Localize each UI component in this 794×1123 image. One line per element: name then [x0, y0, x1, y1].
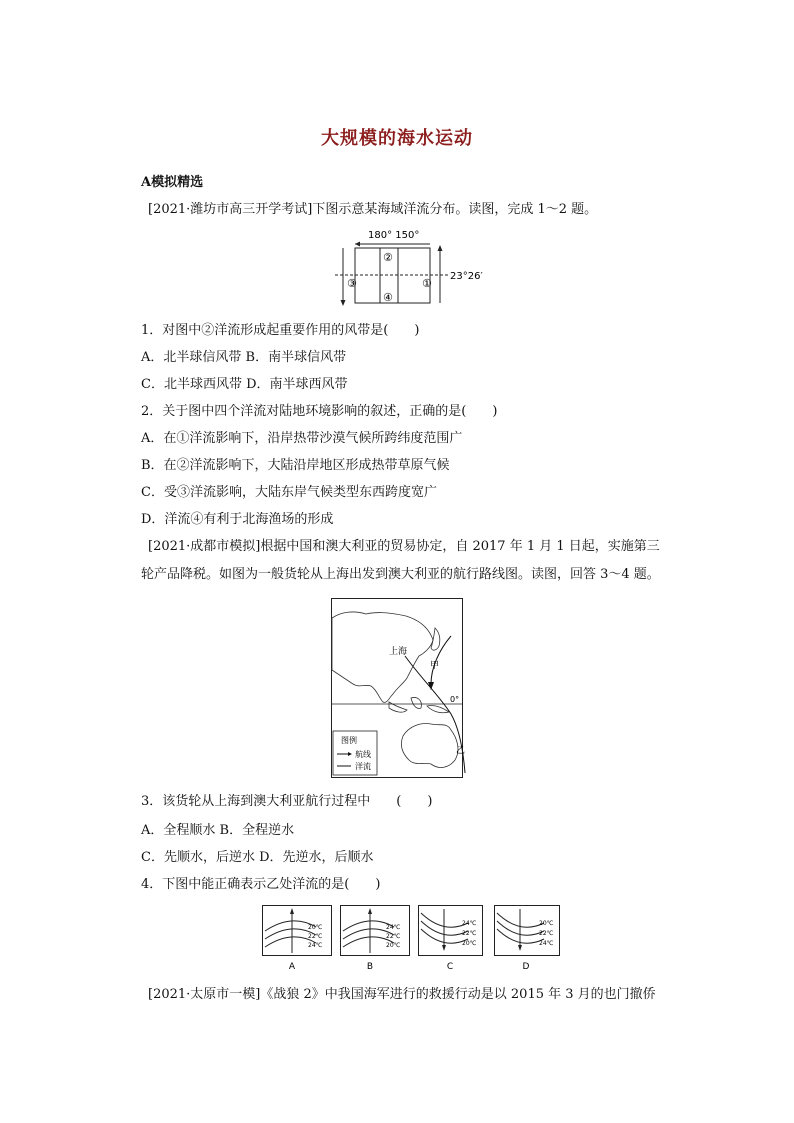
- ocean-current-figure: [330, 226, 510, 308]
- panel-label: B: [366, 962, 374, 972]
- q2-option-a: A．在①洋流影响下，沿岸热带沙漠气候所跨纬度范围广: [141, 431, 463, 446]
- q3-stem: 3．该货轮从上海到澳大利亚航行过程中 ( ): [141, 794, 433, 809]
- panel-label: D: [522, 962, 530, 972]
- q3-options-ab: A．全程顺水 B．全程逆水: [141, 823, 295, 838]
- arrow-down-icon: [442, 945, 446, 951]
- isotherm-label: 24℃: [462, 920, 477, 927]
- yi-label: 乙: [456, 746, 466, 756]
- route-map-figure: [331, 598, 466, 778]
- isotherm-label: 24℃: [539, 940, 554, 947]
- isotherm-label: 22℃: [308, 933, 323, 940]
- equator-label: 0°: [450, 695, 460, 704]
- isotherm-label: 24℃: [308, 942, 323, 949]
- isotherm-label: 22℃: [539, 930, 554, 937]
- q4-stem: 4．下图中能正确表示乙处洋流的是( ): [141, 877, 381, 892]
- shanghai-label: 上海: [389, 647, 408, 657]
- latitude-label: 23°26′: [450, 271, 483, 282]
- section-label: A模拟精选: [141, 175, 204, 190]
- panel-a: [263, 906, 332, 973]
- q1-options-ab: A．北半球信风带 B．南半球信风带: [141, 350, 347, 365]
- panel-c: [419, 906, 483, 973]
- arrow-west-icon: [355, 242, 360, 247]
- intro-paragraph-2-line-1: [2021·成都市模拟]根据中国和澳大利亚的贸易协定，自 2017 年 1 月 1 日起，实施第三: [148, 539, 660, 554]
- legend-current-label: 洋流: [355, 762, 371, 771]
- q2-option-d: D．洋流④有利于北海渔场的形成: [141, 512, 334, 527]
- marker-1: ①: [422, 277, 432, 290]
- panel-d: [495, 906, 560, 973]
- intro-paragraph-2-line-2: 轮产品降税。如图为一般货轮从上海出发到澳大利亚的航行路线图。读图，回答 3～4 题。: [141, 567, 660, 582]
- intro-paragraph-3: [2021·太原市一模]《战狼 2》中我国海军进行的救援行动是以 2015 年 3 月的也门撤侨: [148, 987, 656, 1002]
- intro-paragraph-1: [2021·潍坊市高三开学考试]下图示意某海域洋流分布。读图，完成 1～2 题。: [148, 202, 598, 217]
- arrow-up-icon: [438, 245, 443, 251]
- q1-options-cd: C．北半球西风带 D．南半球西风带: [141, 377, 348, 392]
- panel-label: A: [288, 962, 296, 972]
- page-title: 大规模的海水运动: [321, 128, 473, 149]
- panel-label: C: [446, 962, 454, 972]
- q2-option-b: B．在②洋流影响下，大陆沿岸地区形成热带草原气候: [141, 458, 450, 473]
- marker-2: ②: [383, 251, 393, 264]
- isotherm-label: 22℃: [386, 933, 401, 940]
- panel-b: [341, 906, 410, 973]
- marker-4: ④: [383, 291, 393, 304]
- isotherm-label: 20℃: [308, 924, 323, 931]
- q1-stem: 1．对图中②洋流形成起重要作用的风带是( ): [141, 323, 420, 338]
- isotherm-label: 24℃: [386, 924, 401, 931]
- arrow-down-icon: [518, 945, 522, 951]
- q2-stem: 2．关于图中四个洋流对陆地环境影响的叙述，正确的是( ): [141, 404, 498, 419]
- q2-option-c: C．受③洋流影响，大陆东岸气候类型东西跨度宽广: [141, 485, 437, 500]
- longitude-label: 180° 150°: [368, 230, 420, 241]
- isotherm-label: 20℃: [462, 940, 477, 947]
- isotherm-label: 20℃: [386, 942, 401, 949]
- isotherm-label: 20℃: [539, 920, 554, 927]
- arrow-up-icon: [368, 908, 372, 914]
- marker-3: ③: [347, 277, 357, 290]
- isotherm-options-figure: [262, 905, 562, 975]
- arrow-up-icon: [290, 908, 294, 914]
- arrow-down-icon: [341, 300, 346, 306]
- legend-route-label: 航线: [355, 750, 371, 759]
- jia-label: 甲: [430, 661, 440, 671]
- legend-title: 图例: [341, 736, 357, 745]
- q3-options-cd: C．先顺水，后逆水 D．先逆水，后顺水: [141, 850, 374, 865]
- isotherm-label: 22℃: [462, 930, 477, 937]
- australia-landmass: [401, 724, 458, 768]
